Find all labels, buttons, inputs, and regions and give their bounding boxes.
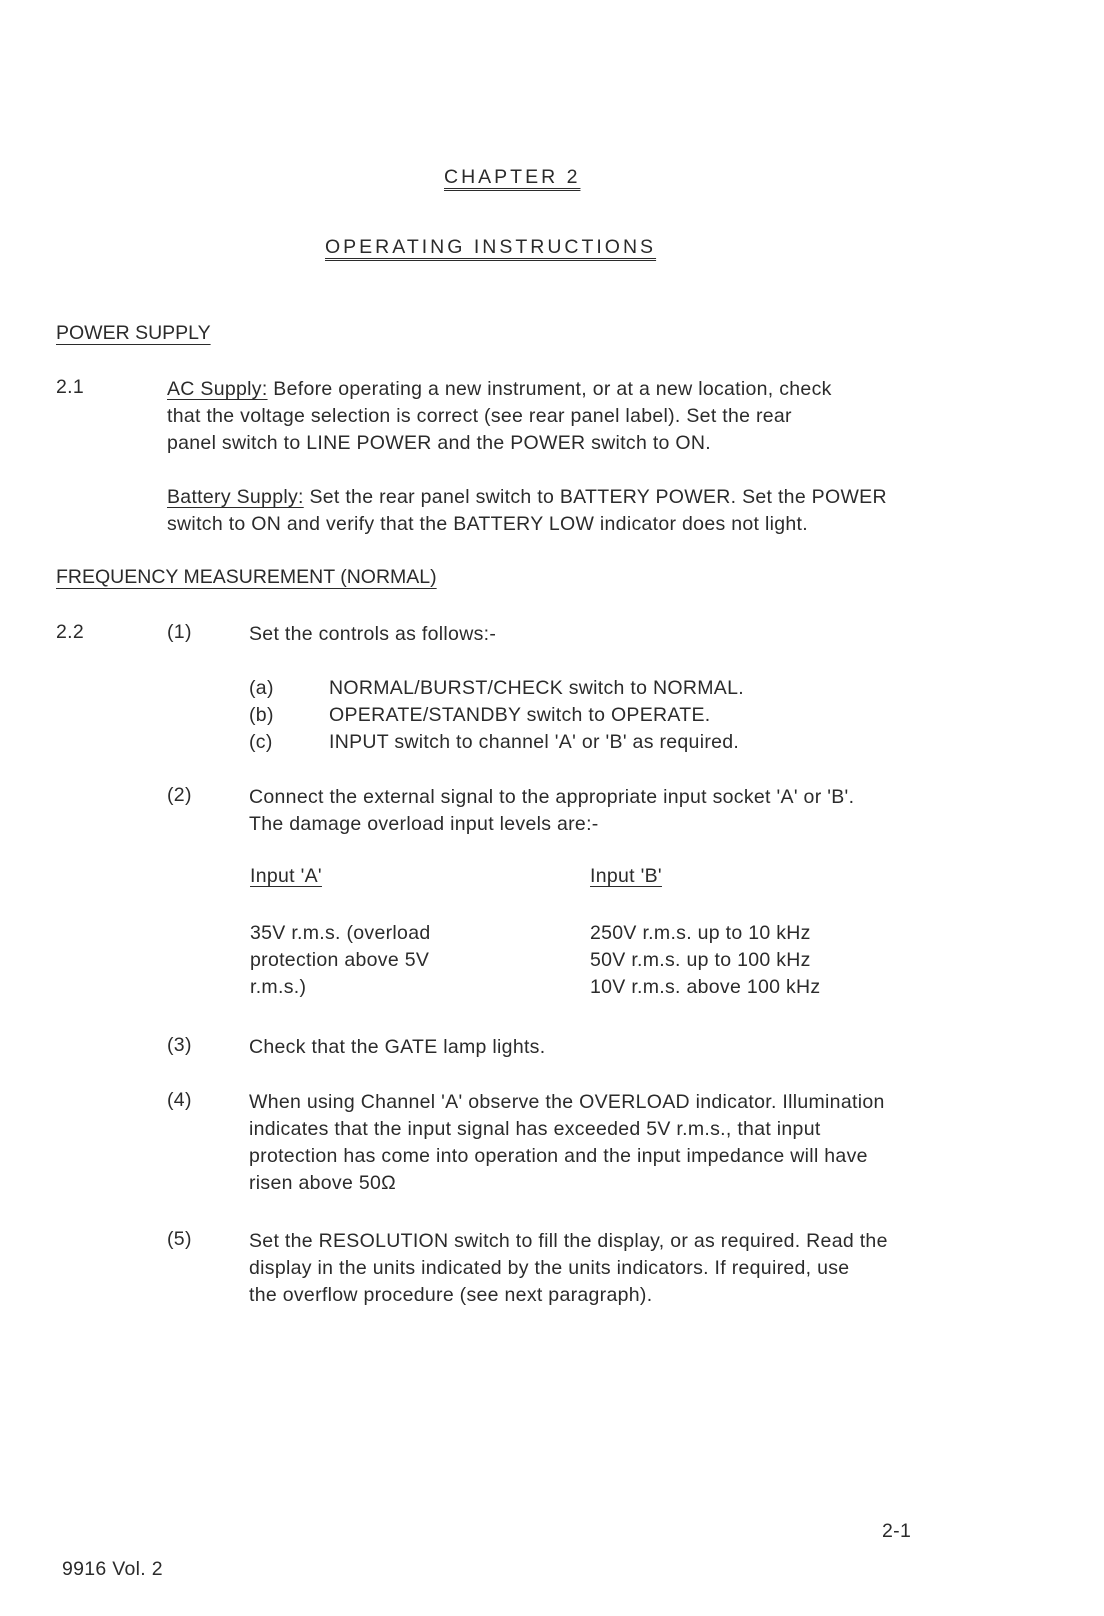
paragraph-number: 2.2 [56,621,85,643]
chapter-title: CHAPTER 2 [444,166,581,188]
step-text [249,621,496,648]
input-b-line: 250V r.m.s. up to 10 kHz [590,922,811,944]
ac-supply-paragraph [167,376,832,457]
step-number: (3) [167,1034,192,1056]
substep-letter: (b) [249,704,274,726]
paragraph-number: 2.1 [56,376,85,398]
input-b-header: Input 'B' [590,865,662,887]
step-line: Connect the external signal to the appropriate input socket 'A' or 'B'. [249,786,855,808]
step-line: Set the RESOLUTION switch to fill the display, or as required. Read the [249,1230,888,1252]
input-a-line: 35V r.m.s. (overload [250,922,431,944]
battery-supply-paragraph [167,484,887,538]
step-text [249,784,854,838]
ac-supply-label: AC Supply: [167,378,268,400]
input-b-levels [590,920,820,1001]
step-line: Set the controls as follows:- [249,623,497,645]
substep-text: NORMAL/BURST/CHECK switch to NORMAL. [329,677,744,699]
step-line: risen above 50Ω [249,1172,396,1194]
substep-letter: (a) [249,677,274,699]
document-id: 9916 Vol. 2 [62,1558,163,1580]
battery-supply-line-1 [167,484,887,511]
substep-text: OPERATE/STANDBY switch to OPERATE. [329,704,711,726]
ac-supply-text: Before operating a new instrument, or at a new location, check [267,378,832,400]
step-number: (4) [167,1089,192,1111]
input-b-line: 50V r.m.s. up to 100 kHz [590,949,811,971]
section-heading-frequency-measurement: FREQUENCY MEASUREMENT (NORMAL) [56,566,437,588]
step-line: The damage overload input levels are:- [249,813,599,835]
step-text [249,1089,885,1197]
battery-supply-line-2: switch to ON and verify that the BATTERY LOW indicator does not light. [167,513,808,535]
input-a-line: r.m.s.) [250,976,307,998]
step-line: the overflow procedure (see next paragraph). [249,1284,653,1306]
battery-supply-text: Set the rear panel switch to BATTERY POWER. Set the POWER [303,486,887,508]
step-line: When using Channel 'A' observe the OVERLOAD indicator. Illumination [249,1091,885,1113]
substep-letter: (c) [249,731,273,753]
substep-text: INPUT switch to channel 'A' or 'B' as required. [329,731,740,753]
step-number: (1) [167,621,192,643]
step-text [249,1034,545,1061]
input-a-header: Input 'A' [250,865,322,887]
section-heading-power-supply: POWER SUPPLY [56,322,211,344]
ac-supply-line-3: panel switch to LINE POWER and the POWER switch to ON. [167,432,711,454]
step-line: protection has come into operation and the input impedance will have [249,1145,868,1167]
ac-supply-line-2: that the voltage selection is correct (see rear panel label). Set the rear [167,405,792,427]
step-line: Check that the GATE lamp lights. [249,1036,546,1058]
page-number: 2-1 [882,1520,912,1542]
ac-supply-line-1 [167,376,832,403]
step-number: (2) [167,784,192,806]
step-text [249,1228,888,1309]
step-line: display in the units indicated by the units indicators. If required, use [249,1257,850,1279]
step-number: (5) [167,1228,192,1250]
input-a-levels [250,920,431,1001]
input-b-line: 10V r.m.s. above 100 kHz [590,976,821,998]
substep-letters [249,675,274,756]
chapter-subtitle: OPERATING INSTRUCTIONS [325,236,657,258]
battery-supply-label: Battery Supply: [167,486,304,508]
input-a-line: protection above 5V [250,949,430,971]
substep-texts [329,675,744,756]
step-line: indicates that the input signal has exceeded 5V r.m.s., that input [249,1118,821,1140]
